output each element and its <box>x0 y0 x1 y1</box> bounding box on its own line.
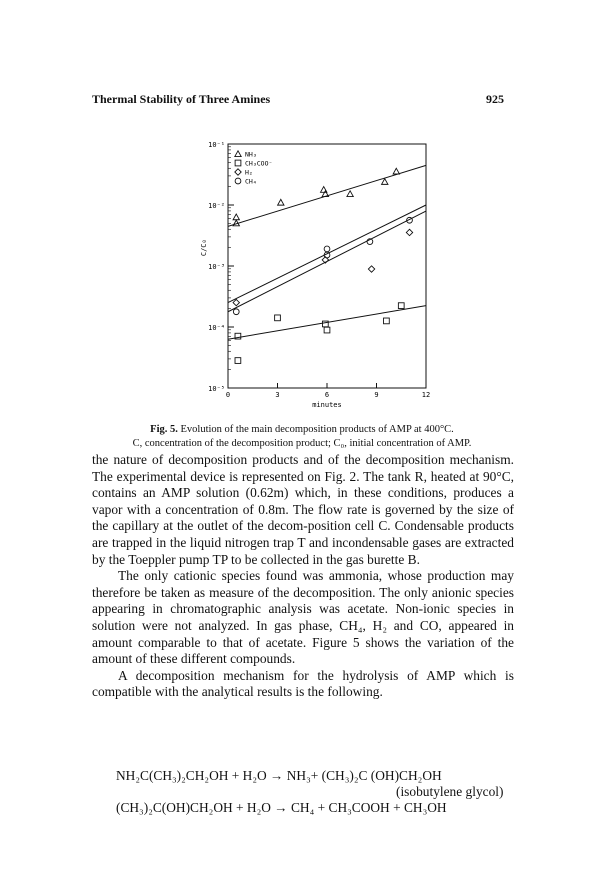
figure-caption-line1 <box>92 423 512 436</box>
y-tick-label: 10⁻³ <box>208 263 225 271</box>
equation-1-note: (isobutylene glycol) <box>396 784 504 799</box>
paragraph: The only cationic species found was ammonia, whose production may therefore be taken as measure of the decomposition. The only anionic species appearing in chromatographic analysis was acetate. Non-ionic species in solution were not analyzed. In gas phase, CH₄, H₂ and CO, appeared in amount comparable to that of acetate. Figure 5 shows the variation of the amount of these different compounds. <box>92 568 514 667</box>
x-tick-label: 6 <box>324 391 330 399</box>
data-point <box>384 318 390 324</box>
data-point <box>324 246 330 252</box>
data-point <box>393 168 399 174</box>
data-point <box>233 309 239 315</box>
legend-label: CH₄ <box>245 177 257 186</box>
fit-line <box>228 165 426 226</box>
data-point <box>275 315 281 321</box>
data-point <box>406 229 412 235</box>
figure-label: Fig. 5. <box>150 424 178 435</box>
legend-marker <box>235 151 241 157</box>
equation-1: NH₂C(CH₃)₂CH₂OH + H₂O → NH₃+ (CH₃)₂C (OH)CH₂OH <box>116 768 442 783</box>
paragraph: the nature of decomposition products and of the decomposition mechanism. The experimental device is represented on Fig. 2. The tank R, heated at 90°C, contains an AMP solution (0.62m) which, in these conditions, produces a vapor with a concentration of 0.8m. The flow rate is governed by the size of the capillary at the outlet of the decom-position cell C. Condensable products are trapped in the liquid nitrogen trap T and incondensable gases are extracted by the Toeppler pump TP to be collected in the gas burette B. <box>92 452 514 567</box>
fit-line <box>228 306 426 340</box>
legend-label: NH₃ <box>245 150 257 159</box>
data-point <box>278 199 284 205</box>
data-point <box>324 327 330 333</box>
plot-frame <box>228 144 426 388</box>
data-point <box>233 299 239 305</box>
figure-5-chart <box>198 138 454 412</box>
data-point <box>382 179 388 185</box>
x-tick-label: 0 <box>225 391 231 399</box>
x-axis-label: minutes <box>312 401 342 409</box>
x-tick-label: 3 <box>275 391 280 399</box>
x-tick-label: 9 <box>374 391 379 399</box>
legend-marker <box>235 169 241 175</box>
data-point <box>235 358 241 364</box>
data-point <box>398 303 404 309</box>
legend-label: H₂ <box>245 168 253 177</box>
data-point <box>233 214 239 220</box>
y-axis-label: C/C₀ <box>200 239 208 257</box>
y-tick-label: 10⁻² <box>208 202 225 210</box>
y-tick-label: 10⁻¹ <box>208 141 225 149</box>
paragraph: A decomposition mechanism for the hydrolysis of AMP which is compatible with the analytical results is the following. <box>92 667 514 700</box>
legend-label: CH₃COO⁻ <box>245 159 273 168</box>
data-point <box>322 191 328 197</box>
figure-caption-text: Evolution of the main decomposition products of AMP at 400°C. <box>180 424 454 435</box>
running-title: Thermal Stability of Three Amines <box>92 92 271 106</box>
equation-2: (CH₃)₂C(OH)CH₂OH + H₂O → CH₄ + CH₃COOH + CH₃OH <box>116 800 447 815</box>
x-tick-label: 12 <box>421 391 431 399</box>
y-tick-label: 10⁻⁴ <box>208 324 225 332</box>
body-text <box>92 452 514 701</box>
page-number: 925 <box>486 92 504 106</box>
data-point <box>368 266 374 272</box>
legend-marker <box>235 160 241 166</box>
data-point <box>347 191 353 197</box>
fit-line <box>228 205 426 303</box>
legend-marker <box>235 178 241 184</box>
figure-caption-line2: C, concentration of the decomposition product; C₀, initial concentration of AMP. <box>132 438 472 449</box>
y-tick-label: 10⁻⁵ <box>208 385 225 393</box>
